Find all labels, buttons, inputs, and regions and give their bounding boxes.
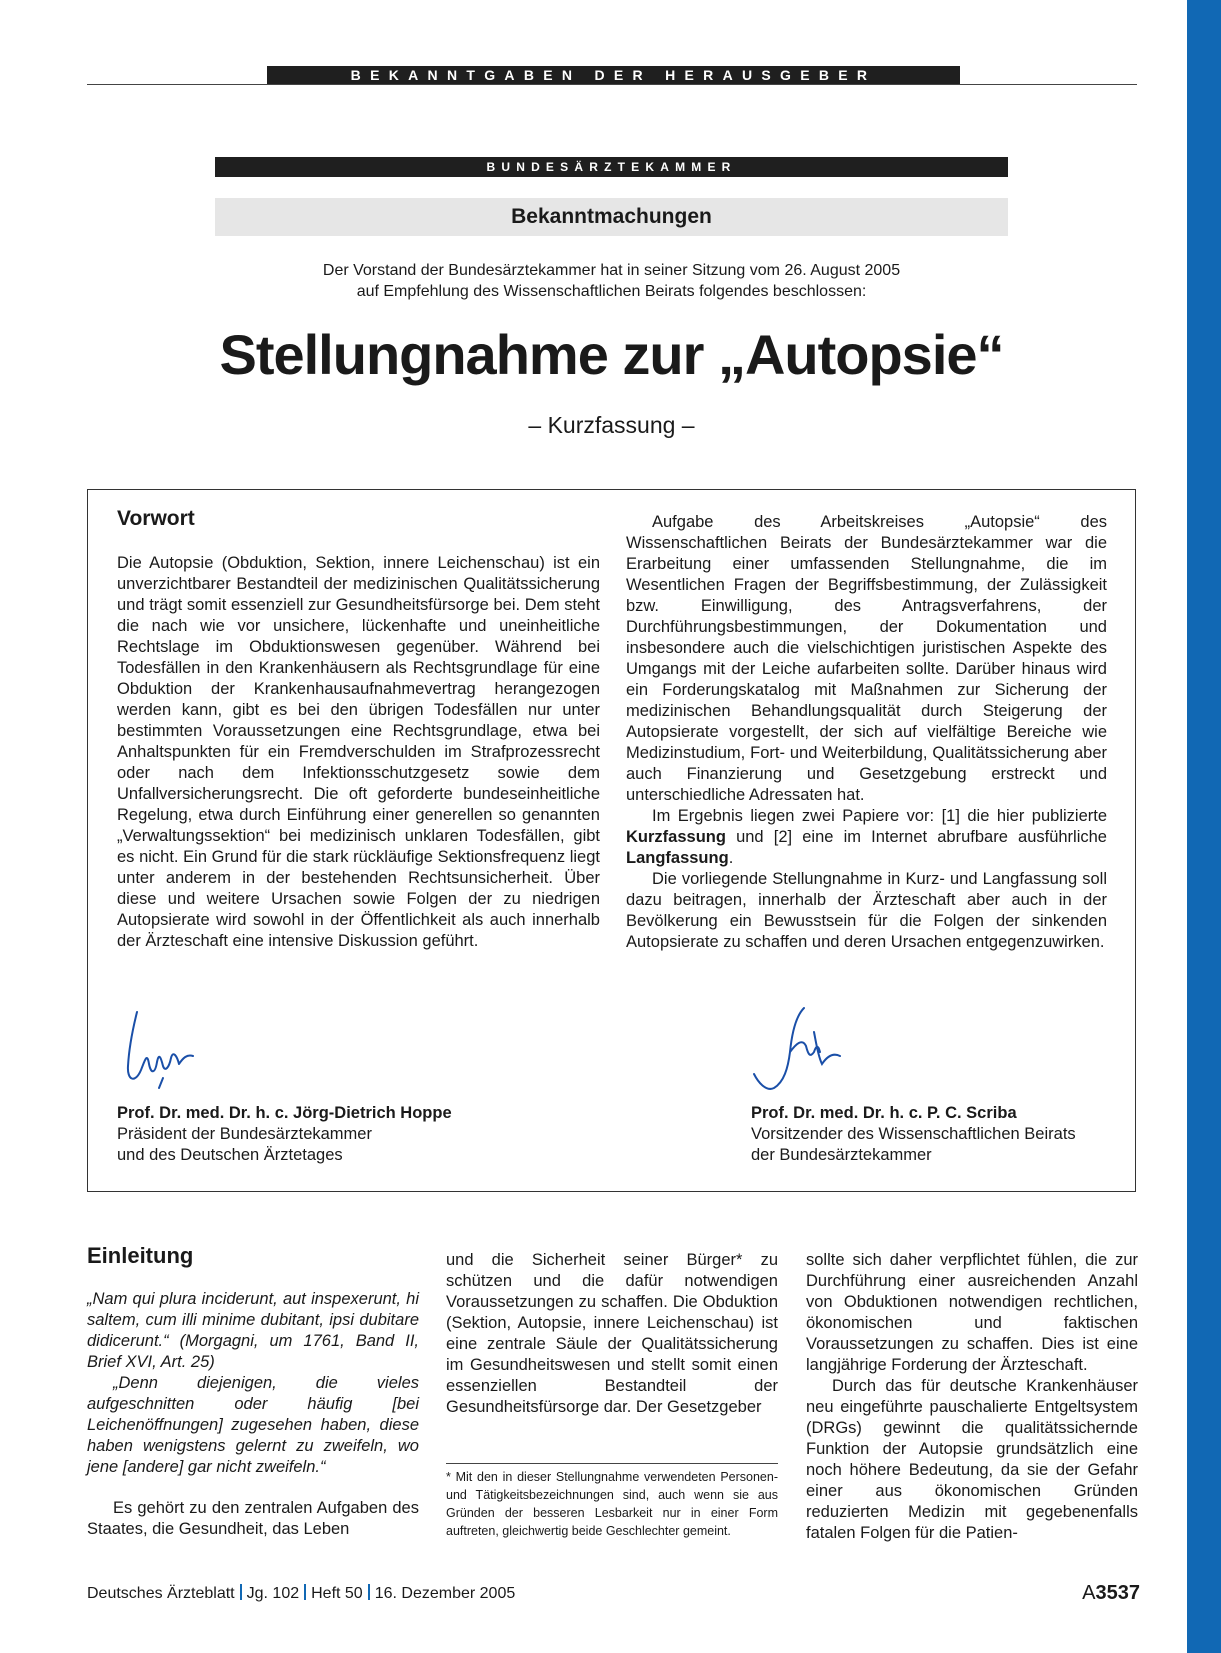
signatory-name-scriba: Prof. Dr. med. Dr. h. c. P. C. Scriba <box>751 1104 1017 1122</box>
footer-separator <box>240 1584 242 1600</box>
paragraph-text: und [2] eine im Internet abrufbare ausführliche <box>725 828 1107 846</box>
einleitung-column-3 <box>806 1250 1138 1544</box>
side-color-bar <box>1187 0 1221 1653</box>
journal-volume: Jg. 102 <box>246 1585 300 1602</box>
vorwort-left-column <box>117 553 600 952</box>
intro-line-2: auf Empfehlung des Wissenschaftlichen Beirats folgendes beschlossen: <box>356 283 867 300</box>
einleitung-paragraph: sollte sich daher verpflichtet fühlen, die zur Durchführung einer ausreichenden Anzahl von Obduktionen notwendigen rechtlichen, ökonomischen und faktischen Voraussetzungen zu schaffen. Dies ist eine langjährige Forderung der Ärzteschaft. <box>806 1251 1138 1374</box>
signatory-role-line-2: der Bundesärztekammer <box>751 1146 932 1164</box>
paragraph-text: Im Ergebnis liegen zwei Papiere vor: [1] die hier publizierte <box>652 807 1107 825</box>
einleitung-column-1 <box>87 1289 419 1540</box>
section-band: BUNDESÄRZTEKAMMER <box>215 157 1008 177</box>
langfassung-keyword: Langfassung <box>626 849 729 867</box>
signatory-role-line-1: Vorsitzender des Wissenschaftlichen Beirats <box>751 1125 1076 1143</box>
footnote-rule <box>446 1463 778 1464</box>
quote-german: „Denn diejenigen, die vieles aufgeschnitten oder häufig [bei Leichenöffnungen] zugesehen haben, diese haben wenigstens gelernt zu zweifeln, wo jene [andere] gar nicht zweifeln.“ <box>87 1374 419 1476</box>
vorwort-left-paragraph: Die Autopsie (Obduktion, Sektion, innere Leichenschau) ist ein unverzichtbarer Bestandteil der medizinischen Qualitätssicherung und trägt somit essenziell zur Gesundheitsfürsorge bei. Dem steht die nach wie vor unsichere, lückenhafte und uneinheitliche Rechtslage im Obduktionswesen gegenüber. Während bei Todesfällen in den Krankenhäusern als Rechtsgrundlage für eine Obduktion der Krankenhausaufnahmevertrag herangezogen werden kann, gibt es bei den übrigen Todesfällen nur unter bestimmten Voraussetzungen eine Rechtsgrundlage, etwa bei Anhaltspunkten für ein Fremdverschulden im Strafprozessrecht oder nach dem Infektionsschutzgesetz sowie dem Unfallversicherungsrecht. Die oft geforderte bundeseinheitliche Regelung, etwa durch Einführung einer generellen so genannten „Verwaltungssektion“ bei medizinisch unklaren Todesfällen, gibt es nicht. Ein Grund für die stark rückläufige Sektionsfrequenz liegt unter anderem in der bestehenden Rechtsunsicherheit. Über diese und weitere Ursachen sowie Folgen der zu niedrigen Autopsierate wird sowohl in der Öffentlichkeit als auch innerhalb der Ärzteschaft eine intensive Diskussion geführt. <box>117 554 600 950</box>
header-band: BEKANNTGABEN DER HERAUSGEBER <box>267 66 960 84</box>
signature-scriba <box>752 1002 847 1097</box>
signature-block-right <box>751 1103 1151 1166</box>
kurzfassung-keyword: Kurzfassung <box>626 828 726 846</box>
footer-citation <box>87 1583 515 1605</box>
journal-name: Deutsches Ärzteblatt <box>87 1585 235 1602</box>
signatory-role-line-1: Präsident der Bundesärztekammer <box>117 1125 372 1143</box>
vorwort-right-paragraph-1: Aufgabe des Arbeitskreises „Autopsie“ des Wissenschaftlichen Beirats der Bundesärztekammer war die Erarbeitung einer umfassenden Stellungnahme, die im Wesentlichen Fragen der Begriffsbestimmung, der Zulässigkeit bzw. Einwilligung, des Antragsverfahrens, der Durchführungsbestimmungen, der Dokumentation und insbesondere auch die vielschichtigen juristischen Aspekte des Umgangs mit der Leiche aufarbeiten sollte. Darüber hinaus wird ein Forderungskatalog mit Maßnahmen zur Sicherung der medizinischen Behandlungsqualität durch Steigerung der Autopsierate vorgestellt, der sich auf vielfältige Bereiche wie Medizinstudium, Fort- und Weiterbildung, Qualitätssicherung aber auch Finanzierung und Gesetzgebung erstreckt und unterschiedliche Adressaten hat. <box>626 513 1107 804</box>
journal-issue: Heft 50 <box>311 1585 363 1602</box>
section-subheading: Bekanntmachungen <box>215 198 1008 236</box>
footer-separator <box>304 1584 306 1600</box>
journal-date: 16. Dezember 2005 <box>374 1585 516 1602</box>
page-prefix: A <box>1082 1582 1096 1604</box>
quote-latin: „Nam qui plura inciderunt, aut inspexerunt, hi saltem, cum illi minime dubitant, ipsi dubitare didicerunt.“ (Morgagni, um 1761, Band II, Brief XVI, Art. 25) <box>87 1290 419 1371</box>
einleitung-column-2 <box>446 1250 778 1418</box>
header-rule <box>87 84 1137 85</box>
paragraph-text: . <box>728 849 734 867</box>
signatory-role-line-2: und des Deutschen Ärztetages <box>117 1146 343 1164</box>
footer-separator <box>368 1584 370 1600</box>
einleitung-heading: Einleitung <box>87 1243 194 1268</box>
intro-line-1: Der Vorstand der Bundesärztekammer hat in seiner Sitzung vom 26. August 2005 <box>322 262 901 279</box>
vorwort-right-column <box>626 512 1107 953</box>
einleitung-body-start: Es gehört zu den zentralen Aufgaben des Staates, die Gesundheit, das Leben <box>87 1499 419 1538</box>
vorwort-heading: Vorwort <box>117 507 195 530</box>
footnote: * Mit den in dieser Stellungnahme verwendeten Personen- und Tätigkeitsbezeichnungen sind, auch wenn sie aus Gründen der besseren Lesbarkeit nur in einer Form auftreten, gleichwertig beide Geschlechter gemeint. <box>446 1470 778 1538</box>
vorwort-right-paragraph-2 <box>626 806 1107 869</box>
intro-text <box>215 260 1008 302</box>
signature-hoppe <box>123 1008 213 1090</box>
einleitung-paragraph: Durch das für deutsche Krankenhäuser neu eingeführte pauschalierte Entgeltsystem (DRGs) gewinnt die qualitätssichernde Funktion der Autopsie grundsätzlich eine noch höhere Bedeutung, da sie der Gefahr einer aus ökonomischen Gründen reduzierten Medizin mit gegebenenfalls fatalen Folgen für die Patien- <box>806 1377 1138 1542</box>
vorwort-right-paragraph-3: Die vorliegende Stellungnahme in Kurz- und Langfassung soll dazu beitragen, innerhalb der Ärzteschaft aber auch in der Bevölkerung ein Bewusstsein für die Folgen der sinkenden Autopsierate zu schaffen und deren Ursachen entgegenzuwirken. <box>626 870 1107 951</box>
signatory-name-hoppe: Prof. Dr. med. Dr. h. c. Jörg-Dietrich Hoppe <box>117 1104 452 1122</box>
page-number-value: 3537 <box>1095 1582 1140 1604</box>
page-title: Stellungnahme zur „Autopsie“ <box>219 323 1004 386</box>
page-number <box>1030 1580 1140 1606</box>
einleitung-body-continued: und die Sicherheit seiner Bürger* zu schützen und die dafür notwendigen Voraussetzungen zu schaffen. Die Obduktion (Sektion, Autopsie, innere Leichenschau) ist eine zentrale Säule der Qualitätssicherung im Gesundheitswesen und stellt somit einen essenziellen Bestandteil der Gesundheitsfürsorge dar. Der Gesetzgeber <box>446 1251 778 1416</box>
signature-block-left <box>117 1103 587 1166</box>
page-subtitle: – Kurzfassung – <box>528 412 695 438</box>
